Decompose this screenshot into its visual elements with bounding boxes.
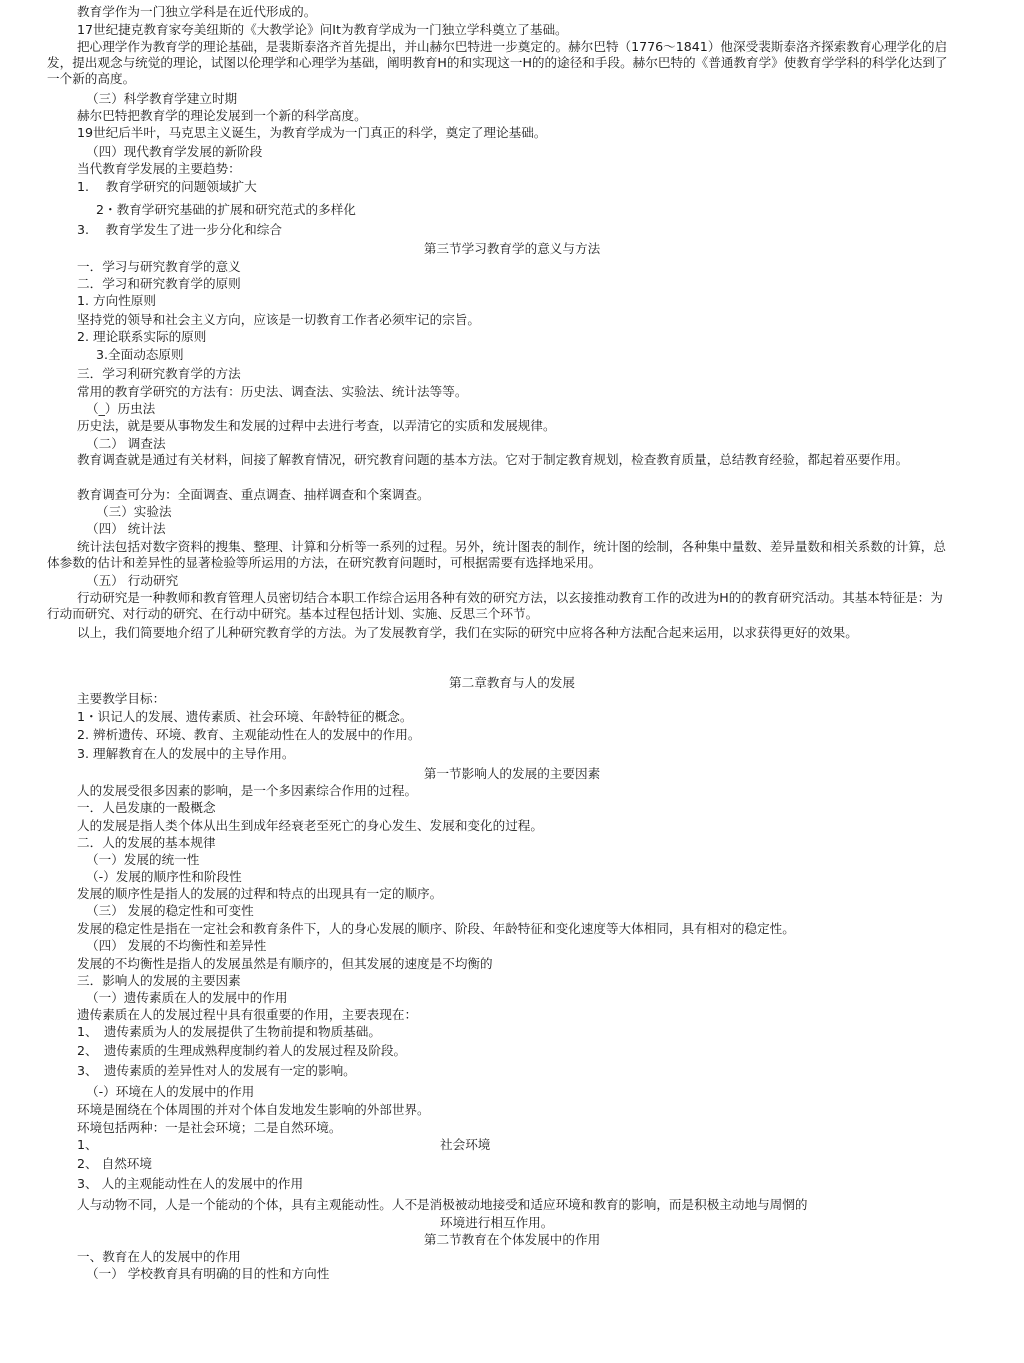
list-item: 2. 理论联系实际的原则 bbox=[77, 329, 207, 344]
subsection-heading: 一、教育在人的发展中的作用 bbox=[77, 1249, 241, 1264]
text-line: 发展的不均衡性是指人的发展虽然是有顺序的，但其发展的速度是不均衡的 bbox=[77, 956, 493, 971]
text-line: 17世纪捷克教育家夸美纽斯的《大教学论》问It为教育学成为一门独立学科奠立了基础。 bbox=[77, 22, 568, 37]
section-heading: （-）环境在人的发展中的作用 bbox=[86, 1084, 255, 1099]
paragraph: 把心理学作为教育学的理论基础，是裴斯泰洛齐首先提出，并山赫尔巴特进一步奠定的。赫尔巴特（1776～1841）他深受裴斯泰洛齐探索教育心理学化的启发，提出观念与统觉的理论，试图以伦理学和心理学为基础，阐明教育H的和实现这一H的的途径和手段。赫尔巴特的《普通教育学》使教育学学科的科学化达到了一个新的高度。 bbox=[47, 39, 948, 86]
text-line: 人与动物不同，人是一个能动的个体，具有主观能动性。人不是消极被动地接受和适应环境和教育的影响，而是积极主动地与周惘的 bbox=[77, 1197, 808, 1212]
section-heading: （_）历虫法 bbox=[86, 401, 156, 416]
subsection-heading: 三．影响人的发展的主要因素 bbox=[77, 973, 241, 988]
list-item: 1、 bbox=[77, 1137, 98, 1152]
list-item: 1. 教育学研究的问题领域扩大 bbox=[77, 179, 257, 194]
list-item: 1、 遗传素质为人的发展提供了生物前提和物质基础。 bbox=[77, 1024, 381, 1039]
list-item: 1・识记人的发展、遗传素质、社会环境、年龄特征的概念。 bbox=[77, 709, 413, 724]
section-heading: （一）遗传素质在人的发展中的作用 bbox=[86, 990, 288, 1005]
list-item: 2、 遗传素质的生理成熟稈度制约着人的发展过程及阶段。 bbox=[77, 1043, 407, 1058]
list-item: 3. 教育学发生了进一步分化和综合 bbox=[77, 222, 282, 237]
text-line: 遗传素质在人的发展过程屮具有很重要的作用，主要表现在： bbox=[77, 1007, 418, 1022]
subsection-heading: 一．学习与研究教育学的意义 bbox=[77, 259, 241, 274]
text-line: 教育学作为一门独立学科是在近代形成的。 bbox=[77, 4, 317, 19]
text-line: 当代教育学发展的主要趋势： bbox=[77, 161, 241, 176]
text-line: 历史法，就是要从事物发生和发展的过稈中去进行考查，以弄清它的实质和发展规律。 bbox=[77, 418, 556, 433]
section-heading: （三） 发展的稳定性和可变性 bbox=[86, 903, 254, 918]
text-line: 环境进行相互作用。 bbox=[440, 1215, 554, 1230]
section-heading: （三）实验法 bbox=[96, 504, 172, 519]
list-item-label: 社会环境 bbox=[440, 1137, 491, 1152]
list-item: 2、 自然环境 bbox=[77, 1156, 152, 1171]
text-line: 人的发展是指人类个体从出生到成年经衰老至死亡的身心发生、发展和变化的过程。 bbox=[77, 818, 543, 833]
section-title: 第三节学习教育学的意义与方法 bbox=[423, 241, 601, 256]
text-line: 赫尔巴特把教育学的理论发展到一个新的科学高度。 bbox=[77, 108, 367, 123]
list-item: 3.全面动态原则 bbox=[96, 347, 184, 362]
text-line: 发展的稳定性是指在一定社会和教育条件下，人的身心发展的顺序、阶段、年龄特征和变化速度等大体相同，具有相对的稳定性。 bbox=[77, 921, 795, 936]
list-item: 1. 方向性原则 bbox=[77, 293, 156, 308]
paragraph: 以上，我们简要地介绍了儿种研究教育学的方法。为了发展教育学，我们在实际的研究中应将各种方法配合起来运用，以求获得更好的效果。 bbox=[77, 625, 858, 640]
subsection-heading: 三．学习利研究教育学的方法 bbox=[77, 366, 241, 381]
section-heading: （四） 发展的不均衡性和差异性 bbox=[86, 938, 267, 953]
section-heading: （二） 调查法 bbox=[86, 436, 166, 451]
section-heading: （四） 统计法 bbox=[86, 521, 166, 536]
text-line: 环境包括两种：一是社会环境；二是自然环境。 bbox=[77, 1120, 342, 1135]
list-item: 3. 理解教育在人的发展中的主导作用。 bbox=[77, 746, 295, 761]
text-line: 人的发展受很多因素的影响，是一个多因素综合作用的过程。 bbox=[77, 783, 418, 798]
list-item: 2・教育学研究基础的扩展和研究范式的多样化 bbox=[96, 202, 356, 217]
section-title: 第一节影响人的发展的主要因素 bbox=[423, 766, 601, 781]
text-line: 主要教学目标： bbox=[77, 691, 166, 706]
list-item: 3、 人的主观能动性在人的发展中的作用 bbox=[77, 1176, 304, 1191]
text-line: 发展的顺序性是指人的发展的过稈和特点的出现具有一定的顺序。 bbox=[77, 886, 443, 901]
list-item: 2. 辨析遗传、环境、教育、主观能动性在人的发展中的作用。 bbox=[77, 727, 421, 742]
text-line: 教育调查可分为：全面调查、重点调查、抽样调查和个案调查。 bbox=[77, 487, 430, 502]
subsection-heading: 二．人的发展的基本规律 bbox=[77, 835, 216, 850]
paragraph: 行动研究是一种教师和教育管理人员密切结合本职工作综合运用各种有效的研究方法，以玄接推动教育工作的改进为H的的教育研究活动。其基本特征是：为行动而研究、对行动的研究、在行动中研究。基本过程包括计划、实施、反思三个环节。 bbox=[47, 590, 943, 621]
list-item: 3、 遗传素质的差异性对人的发展有一定的影响。 bbox=[77, 1063, 356, 1078]
section-heading: （五） 行动研究 bbox=[86, 573, 179, 588]
chapter-title: 第二章教育与人的发展 bbox=[449, 675, 575, 690]
section-heading: （三）科学教育学建立时期 bbox=[86, 91, 238, 106]
text-line: 坚持党的领导和社会主义方向，应该是一切教育工作者必须牢记的宗旨。 bbox=[77, 312, 480, 327]
section-heading: （一） 学校教育具有明确的目的性和方向性 bbox=[86, 1266, 330, 1281]
section-title: 第二节教育在个体发展中的作用 bbox=[423, 1232, 601, 1247]
text-line: 19世纪后半叶，马克思主义诞生，为教育学成为一门真正的科学，奠定了理论基础。 bbox=[77, 125, 547, 140]
paragraph: 教育调查就是通过有关材料，间接了解教育情况，研究教育问题的基本方法。它对于制定教育规划，检查教育质量，总结教育经验，都起着巫要作用。 bbox=[77, 452, 909, 467]
paragraph: 统计法包括对数字资料的搜集、整理、计算和分析等一系列的过程。另外，统计图表的制作，统计图的绘制，各种集中量数、差异量数和相关系数的计算，总体参数的估计和差异性的显著检验等所运用的方法，在研究教育问题时，可根据需要有选择地采用。 bbox=[47, 539, 946, 570]
text-line: 环境是囿绕在个体周围的并对个体自发地发生影响的外部世界。 bbox=[77, 1102, 430, 1117]
section-heading: （一）发展的统一性 bbox=[86, 852, 200, 867]
text-line: 常用的教育学研究的方法有：历史法、调查法、实验法、统计法等等。 bbox=[77, 384, 468, 399]
subsection-heading: 二．学习和研究教育学的原则 bbox=[77, 276, 241, 291]
subsection-heading: 一．人邑发康的一酘概念 bbox=[77, 800, 216, 815]
section-heading: （-）发展的顺序性和阶段性 bbox=[86, 869, 242, 884]
section-heading: （四）现代教育学发展的新阶段 bbox=[86, 144, 263, 159]
